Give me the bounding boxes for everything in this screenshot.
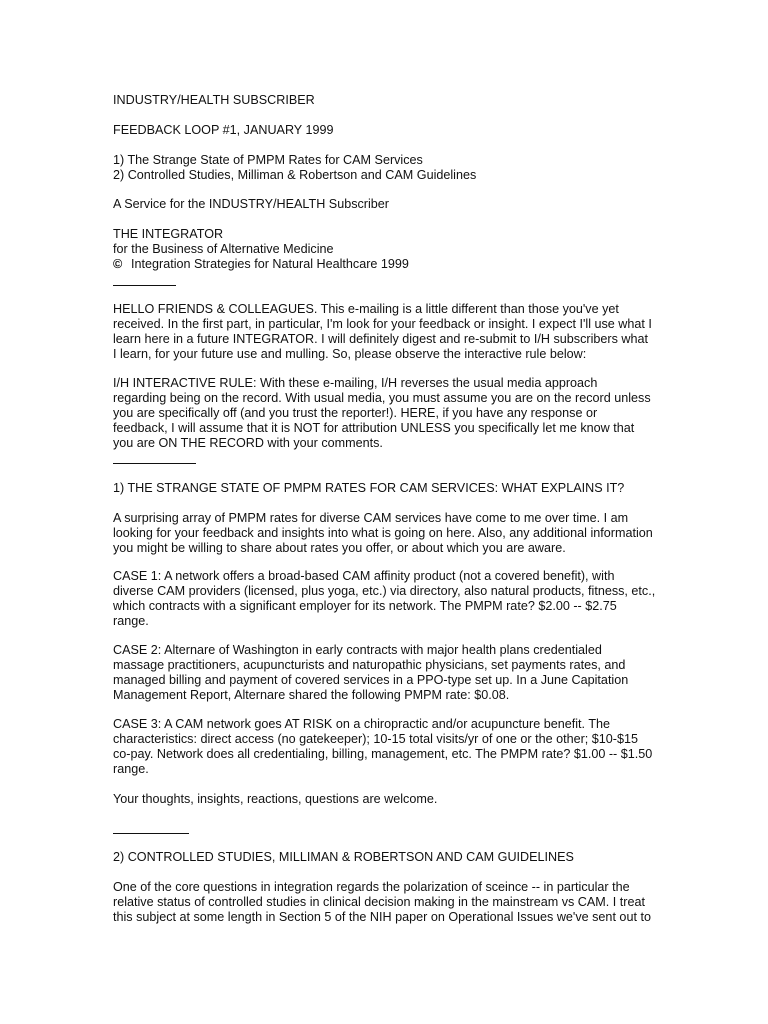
case3-line-3: co-pay. Network does all credentialing, billing, management, etc. The PMPM rate? $1.00 -- $1.50 <box>113 747 653 761</box>
intro-line-3: learn here in a future INTEGRATOR. I will definitely digest and re-submit to I/H subscribers what <box>113 332 648 346</box>
masthead-name: THE INTEGRATOR <box>113 227 224 241</box>
case1-line-3: which contracts with a significant employer for its network. The PMPM rate? $2.00 -- $2.75 <box>113 599 617 613</box>
case1-line-4: range. <box>113 614 149 628</box>
divider-1 <box>113 285 176 286</box>
copyright-text: Integration Strategies for Natural Healthcare 1999 <box>131 257 409 271</box>
masthead-tagline: for the Business of Alternative Medicine <box>113 242 334 256</box>
service-line: A Service for the INDUSTRY/HEALTH Subscriber <box>113 197 389 211</box>
section2-body-line-1: One of the core questions in integration regards the polarization of sceince -- in particular the <box>113 880 630 894</box>
case1-line-2: diverse CAM providers (licensed, plus yoga, etc.) via directory, also natural products, fitness, etc., <box>113 584 656 598</box>
rule-line-1: I/H INTERACTIVE RULE: With these e-mailing, I/H reverses the usual media approach <box>113 376 598 390</box>
rule-line-2: regarding being on the record. With usual media, you must assume you are on the record unless <box>113 391 651 405</box>
case2-line-2: massage practitioners, acupuncturists and naturopathic physicians, set payments rates, and <box>113 658 626 672</box>
masthead-copyright-line <box>113 257 409 272</box>
intro-line-1: HELLO FRIENDS & COLLEAGUES. This e-mailing is a little different than those you've yet <box>113 302 619 316</box>
section1-intro-line-3: you might be willing to share about rates you offer, or about which you are aware. <box>113 541 566 555</box>
rule-line-5: you are ON THE RECORD with your comments. <box>113 436 383 450</box>
case3-line-2: characteristics: direct access (no gatekeeper); 10-15 total visits/yr of one or the other; $10-$15 <box>113 732 639 746</box>
rule-line-4: feedback, I will assume that it is NOT for attribution UNLESS you specifically let me know that <box>113 421 635 435</box>
case2-line-1: CASE 2: Alternare of Washington in early contracts with major health plans credentialed <box>113 643 602 657</box>
case2-line-4: Management Report, Alternare shared the following PMPM rate: $0.08. <box>113 688 510 702</box>
toc-item-1: 1) The Strange State of PMPM Rates for CAM Services <box>113 153 423 167</box>
section2-body-line-2: relative status of controlled studies in clinical decision making in the mainstream vs CAM. I treat <box>113 895 645 909</box>
divider-3 <box>113 833 189 834</box>
section2-body-line-3: this subject at some length in Section 5 of the NIH paper on Operational Issues we've sent out to <box>113 910 651 924</box>
section2-heading: 2) CONTROLLED STUDIES, MILLIMAN & ROBERTSON AND CAM GUIDELINES <box>113 850 574 864</box>
case2-line-3: managed billing and payment of covered services in a PPO-type set up. In a June Capitation <box>113 673 629 687</box>
intro-line-4: I learn, for your future use and mulling. So, please observe the interactive rule below: <box>113 347 587 361</box>
rule-line-3: you are specifically off (and you trust the reporter!). HERE, if you have any response or <box>113 406 598 420</box>
toc-item-2: 2) Controlled Studies, Milliman & Robertson and CAM Guidelines <box>113 168 477 182</box>
section1-intro-line-1: A surprising array of PMPM rates for diverse CAM services have come to me over time. I am <box>113 511 629 525</box>
case3-line-4: range. <box>113 762 149 776</box>
issue-heading: FEEDBACK LOOP #1, JANUARY 1999 <box>113 123 334 137</box>
copyright-symbol: © <box>113 257 123 271</box>
section1-intro-line-2: looking for your feedback and insights into what is going on here. Also, any additional information <box>113 526 653 540</box>
divider-2 <box>113 463 196 464</box>
intro-line-2: received. In the first part, in particular, I'm look for your feedback or insight. I expect I'll use what I <box>113 317 652 331</box>
subscriber-heading: INDUSTRY/HEALTH SUBSCRIBER <box>113 93 315 107</box>
case3-line-1: CASE 3: A CAM network goes AT RISK on a chiropractic and/or acupuncture benefit. The <box>113 717 611 731</box>
section1-closing: Your thoughts, insights, reactions, questions are welcome. <box>113 792 438 806</box>
case1-line-1: CASE 1: A network offers a broad-based CAM affinity product (not a covered benefit), with <box>113 569 615 583</box>
section1-heading: 1) THE STRANGE STATE OF PMPM RATES FOR CAM SERVICES: WHAT EXPLAINS IT? <box>113 481 625 495</box>
